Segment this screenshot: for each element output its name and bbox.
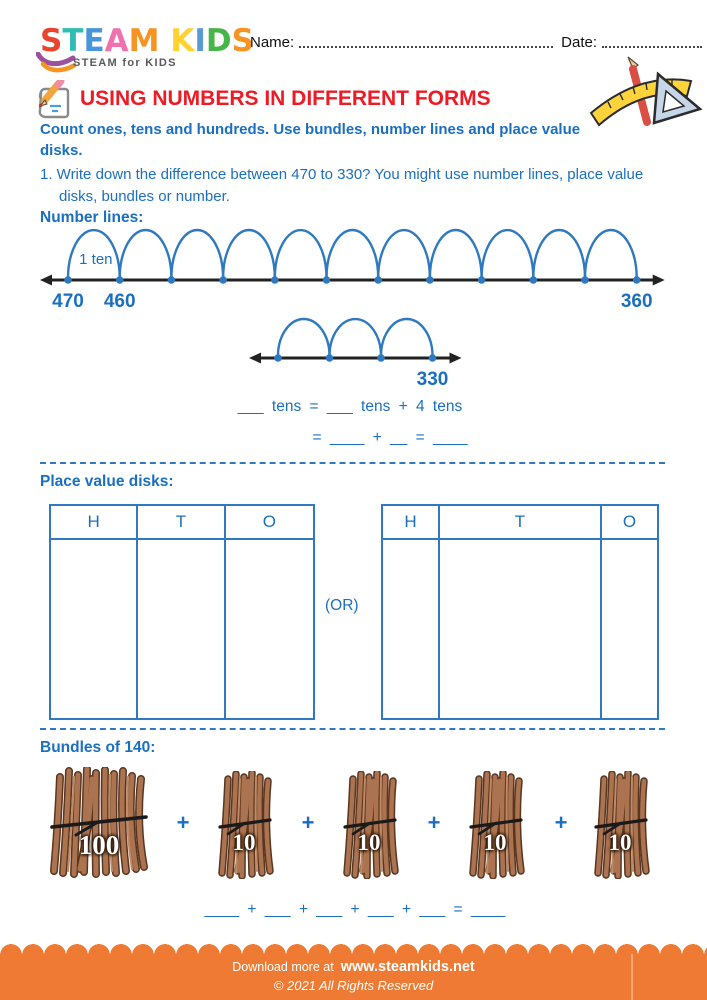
logo-letter-0: S — [40, 23, 63, 59]
footer-scallop-edge — [0, 941, 707, 955]
logo-letter-8: D — [205, 23, 232, 59]
logo-letter-6: K — [170, 23, 195, 59]
number-line-470-360 — [36, 222, 676, 316]
svg-text:360: 360 — [620, 291, 653, 312]
tens-equation: ___ tens = ___ tens + 4 tens — [237, 398, 463, 415]
logo-letter-5 — [160, 23, 171, 59]
intro-instruction: Count ones, tens and hundreds. Use bundles, number lines and place value disks. — [40, 121, 581, 159]
plus-sign: + — [176, 810, 190, 835]
svg-text:470: 470 — [52, 291, 84, 312]
pv-right-cell-o — [602, 540, 657, 718]
bundle-100 — [46, 764, 152, 882]
pv-right-cell-h — [383, 540, 440, 718]
pv-left-header-t: T — [138, 506, 225, 540]
bundle-value: 10 — [608, 830, 632, 855]
date-blank-line — [602, 45, 702, 48]
pv-left-header-h: H — [51, 506, 138, 540]
name-blank-line — [299, 45, 553, 48]
footer-copyright: © 2021 All Rights Reserved — [273, 978, 434, 993]
or-label: (OR) — [325, 597, 359, 614]
place-value-heading: Place value disks: — [40, 473, 174, 490]
bundle-value: 10 — [232, 830, 256, 855]
logo-letter-2: E — [83, 23, 105, 59]
bundle-value: 10 — [483, 830, 507, 855]
logo-letter-9: S — [231, 23, 254, 59]
page-title: USING NUMBERS IN DIFFERENT FORMS — [80, 87, 491, 110]
stick-bundle-small-icon — [212, 770, 276, 880]
pv-right-header-t: T — [440, 506, 602, 540]
footer — [0, 954, 707, 1000]
logo-letter-3: A — [104, 23, 129, 59]
pencil-page-icon — [30, 80, 76, 124]
bundles-heading: Bundles of 140: — [40, 739, 156, 756]
plus-sign: + — [427, 810, 441, 835]
svg-text:1 ten: 1 ten — [79, 251, 113, 268]
stick-bundle-small-icon — [588, 770, 652, 880]
logo-letter-1: T — [62, 23, 84, 59]
place-value-table-left — [49, 504, 315, 720]
place-value-table-right — [381, 504, 659, 720]
stick-bundle-large-icon — [46, 764, 152, 882]
pv-right-header-o: O — [602, 506, 657, 540]
pv-right-header-h: H — [383, 506, 440, 540]
date-label: Date: — [561, 34, 597, 51]
name-date-row — [250, 34, 702, 51]
logo-tagline: STEAM for KIDS — [73, 57, 177, 69]
bundle-10-4 — [588, 770, 652, 880]
separator-1 — [40, 462, 665, 464]
logo-letter-4: M — [128, 23, 160, 59]
stick-bundle-small-icon — [337, 770, 401, 880]
bundle-value: 10 — [357, 830, 381, 855]
svg-text:460: 460 — [103, 291, 136, 312]
pv-left-cell-h — [51, 540, 138, 718]
separator-2 — [40, 728, 665, 730]
bundle-10-1 — [212, 770, 276, 880]
bundle-10-2 — [337, 770, 401, 880]
pv-right-cell-t — [440, 540, 602, 718]
logo-swoosh-icon — [36, 52, 76, 74]
bundles-equation: ____ + ___ + ___ + ___ + ___ = ____ — [204, 901, 506, 918]
question-1: 1. Write down the difference between 470 to 330? You might use number lines, place value disks, bundles or number. — [40, 166, 644, 205]
geometry-tools-icon — [586, 56, 706, 134]
svg-text:330: 330 — [416, 369, 449, 390]
bundle-10-3 — [463, 770, 527, 880]
bundle-value: 100 — [78, 830, 120, 860]
footer-site-url: www.steamkids.net — [340, 959, 475, 975]
pv-left-cell-t — [138, 540, 225, 718]
plus-sign: + — [301, 810, 315, 835]
footer-download-text: Download more at — [232, 960, 334, 974]
stick-bundle-small-icon — [463, 770, 527, 880]
footer-seam-line — [631, 954, 633, 1000]
logo-letter-7: I — [194, 23, 206, 59]
pv-left-header-o: O — [226, 506, 313, 540]
number-line-330 — [240, 312, 476, 392]
name-label: Name: — [250, 34, 295, 51]
sum-equation: = ____ + __ = ____ — [312, 429, 468, 446]
number-lines-heading: Number lines: — [40, 209, 144, 226]
pv-left-cell-o — [226, 540, 313, 718]
plus-sign: + — [554, 810, 568, 835]
